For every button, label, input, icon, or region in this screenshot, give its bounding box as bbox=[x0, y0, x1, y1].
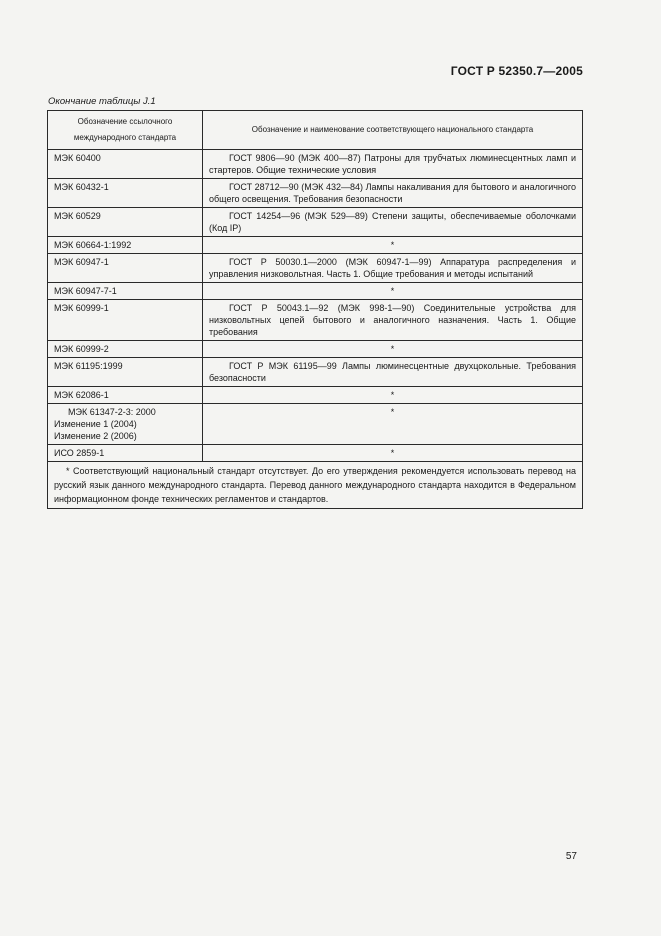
amendment-line: Изменение 2 (2006) bbox=[54, 431, 137, 441]
international-standard-cell: МЭК 61195:1999 bbox=[48, 358, 203, 387]
table-row bbox=[48, 254, 583, 283]
table-row bbox=[48, 237, 583, 254]
amendment-line: Изменение 1 (2004) bbox=[54, 419, 137, 429]
international-standard-cell: МЭК 60947-1 bbox=[48, 254, 203, 283]
footnote-marker-cell: * bbox=[203, 404, 583, 445]
international-standard-cell: МЭК 60947-7-1 bbox=[48, 283, 203, 300]
footnote-marker-cell: * bbox=[203, 387, 583, 404]
national-standard-cell: ГОСТ 28712—90 (МЭК 432—84) Лампы накаливания для бытового и аналогичного общего освещения. Требования безопасности bbox=[203, 179, 583, 208]
international-standard-cell bbox=[48, 404, 203, 445]
table-caption: Окончание таблицы J.1 bbox=[48, 96, 156, 107]
table-row bbox=[48, 150, 583, 179]
table-footnote: * Соответствующий национальный стандарт отсутствует. До его утверждения рекомендуется использовать перевод на русский язык данного международного стандарта. Перевод данного международного стандарта находится в Федеральном информационном фонде технических регламентов и стандартов. bbox=[48, 462, 583, 509]
national-standard-cell: ГОСТ Р 50030.1—2000 (МЭК 60947-1—99) Аппаратура распределения и управления низковольтная. Часть 1. Общие требования и методы испытаний bbox=[203, 254, 583, 283]
table-row bbox=[48, 404, 583, 445]
international-standard-cell: МЭК 60999-1 bbox=[48, 300, 203, 341]
column-header-national: Обозначение и наименование соответствующего национального стандарта bbox=[203, 111, 583, 150]
national-standard-cell: ГОСТ Р 50043.1—92 (МЭК 998-1—90) Соединительные устройства для низковольтных цепей бытового и аналогичного назначения. Часть 1. Общие требования bbox=[203, 300, 583, 341]
table-header-row bbox=[48, 111, 583, 150]
table-row bbox=[48, 387, 583, 404]
footnote-marker-cell: * bbox=[203, 341, 583, 358]
international-standard-cell: МЭК 60999-2 bbox=[48, 341, 203, 358]
column-header-international: Обозначение ссылочного международного стандарта bbox=[48, 111, 203, 150]
international-standard-cell: ИСО 2859-1 bbox=[48, 445, 203, 462]
footnote-marker-cell: * bbox=[203, 283, 583, 300]
table-row bbox=[48, 283, 583, 300]
footnote-marker-cell: * bbox=[203, 445, 583, 462]
table-body bbox=[48, 150, 583, 509]
international-standard-cell: МЭК 60529 bbox=[48, 208, 203, 237]
table-row bbox=[48, 179, 583, 208]
national-standard-cell: ГОСТ 14254—96 (МЭК 529—89) Степени защиты, обеспечиваемые оболочками (Код IP) bbox=[203, 208, 583, 237]
footnote-marker-cell: * bbox=[203, 237, 583, 254]
page-number: 57 bbox=[565, 851, 577, 862]
national-standard-cell: ГОСТ Р МЭК 61195—99 Лампы люминесцентные двухцокольные. Требования безопасности bbox=[203, 358, 583, 387]
reference-table bbox=[47, 110, 583, 509]
international-standard-cell: МЭК 60400 bbox=[48, 150, 203, 179]
table-row bbox=[48, 445, 583, 462]
international-standard-cell: МЭК 60432-1 bbox=[48, 179, 203, 208]
table-row bbox=[48, 358, 583, 387]
international-standard-cell: МЭК 62086-1 bbox=[48, 387, 203, 404]
table-row bbox=[48, 300, 583, 341]
international-standard-cell: МЭК 60664-1:1992 bbox=[48, 237, 203, 254]
footnote-row bbox=[48, 462, 583, 509]
reference-line: МЭК 61347-2-3: 2000 bbox=[68, 407, 156, 417]
table-row bbox=[48, 208, 583, 237]
document-header: ГОСТ Р 52350.7—2005 bbox=[450, 64, 583, 78]
national-standard-cell: ГОСТ 9806—90 (МЭК 400—87) Патроны для трубчатых люминесцентных ламп и стартеров. Общие технические условия bbox=[203, 150, 583, 179]
table-row bbox=[48, 341, 583, 358]
